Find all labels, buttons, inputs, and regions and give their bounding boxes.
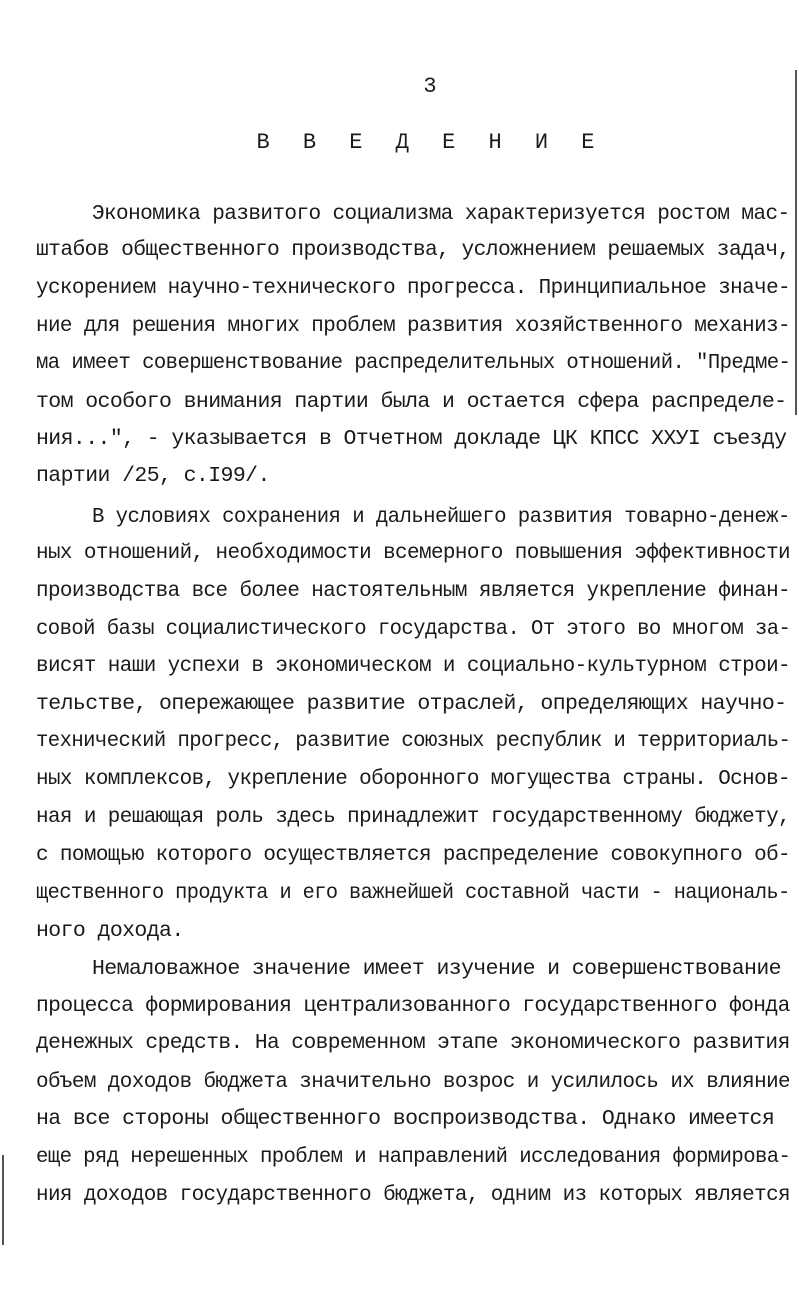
text-line: ных отношений, необходимости всемерного повышения эффективности [36,541,791,565]
section-heading: В В Е Д Е Н И Е [256,130,605,155]
text-line: Немаловажное значение имеет изучение и совершенствование [92,957,781,981]
text-line: партии /25, с.I99/. [36,464,270,488]
text-line: ма имеет совершенствование распределительных отношений. "Предме- [36,351,791,375]
text-line: ния...", - указывается в Отчетном докладе ЦК КПСС XXУI съезду [36,427,787,451]
text-line: ния доходов государственного бюджета, одним из которых является [36,1183,791,1207]
text-line: объем доходов бюджета значительно возрос и усилилось их влияние [36,1070,791,1094]
text-line: висят наши успехи в экономическом и социально-культурном строи- [36,654,791,678]
scan-edge-left [2,1155,4,1245]
text-line: ного дохода. [36,919,184,943]
text-line: ная и решающая роль здесь принадлежит государственному бюджету, [36,805,791,829]
text-line: технический прогресс, развитие союзных республик и территориаль- [36,729,791,753]
text-line: совой базы социалистического государства. От этого во многом за- [36,617,791,641]
text-line: производства все более настоятельным является укрепление финан- [36,579,791,603]
page-number: 3 [423,74,438,99]
text-line: тельстве, опережающее развитие отраслей, определяющих научно- [36,692,787,716]
text-line: ние для решения многих проблем развития хозяйственного механиз- [36,314,791,338]
text-line: штабов общественного производства, усложнением решаемых задач, [36,238,790,262]
text-line: еще ряд нерешенных проблем и направлений исследования формирова- [36,1145,791,1169]
scan-edge-right [795,70,797,415]
text-line: ных комплексов, укрепление оборонного могущества страны. Основ- [36,767,791,791]
text-line: том особого внимания партии была и остается сфера распределе- [36,390,787,414]
text-line: ускорением научно-технического прогресса. Принципиальное значе- [36,276,791,300]
text-line: денежных средств. На современном этапе экономического развития [36,1031,790,1055]
text-line: В условиях сохранения и дальнейшего развития товарно-денеж- [92,505,790,529]
text-line: на все стороны общественного воспроизводства. Однако имеется [36,1107,775,1131]
text-line: Экономика развитого социализма характеризуется ростом мас- [92,202,790,226]
text-line: щественного продукта и его важнейшей составной части - националь- [36,881,790,905]
text-line: с помощью которого осуществляется распределение совокупного об- [36,843,791,867]
text-line: процесса формирования централизованного государственного фонда [36,994,790,1018]
